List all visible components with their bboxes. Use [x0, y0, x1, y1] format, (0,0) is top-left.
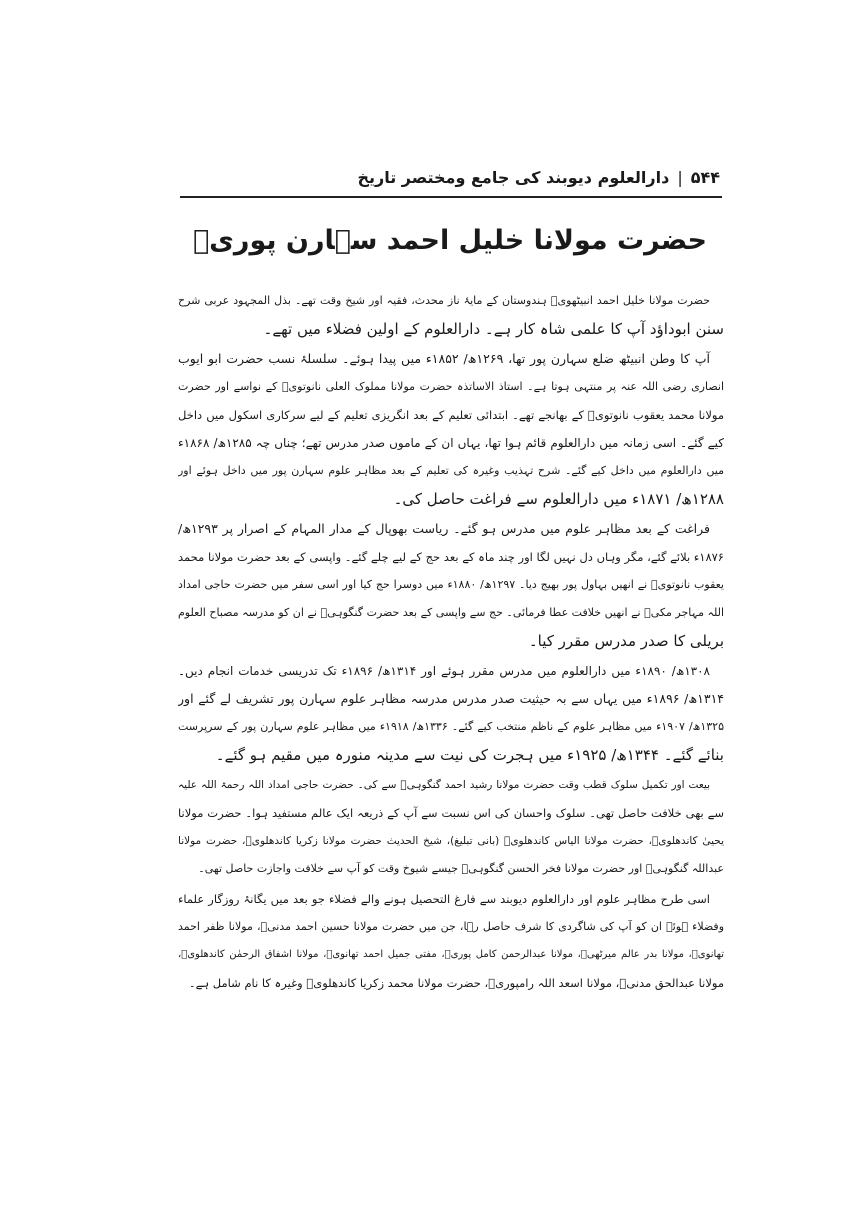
text-line: ۱۲۸۸ھ/ ۱۸۷۱ء میں دارالعلوم سے فراغت حاصل کی۔	[393, 490, 724, 508]
text-line: ۱۸۷۶ء بلائے گئے، مگر وہاں دل نہیں لگا اور چند ماہ کے بعد حج کے لیے چلے گئے۔ واپسی کے بعد حضرت مولانا محمد	[178, 550, 724, 564]
paragraph	[178, 345, 724, 513]
header-rule	[180, 196, 722, 198]
text-line: مولانا عبدالحق مدنیؒ، مولانا اسعد اللہ رامپوریؒ، حضرت مولانا محمد زکریا کاندھلویؒ وغیرہ کا نام شامل ہے۔	[188, 976, 724, 990]
text-line: آپ کا وطن انبیٹھ ضلع سہارن پور تھا، ۱۲۶۹ھ/ ۱۸۵۲ء میں پیدا ہوئے۔ سلسلۂ نسب حضرت ابو ایوب	[178, 351, 710, 366]
text-line: یحییٰ کاندھلویؒ، حضرت مولانا الیاس کاندھلویؒ (بانی تبلیغ)، شیخ الحدیث حضرت مولانا زکریا کاندھلویؒ، حضرت مولانا	[178, 835, 724, 847]
text-line: کیے گئے۔ اسی زمانہ میں دارالعلوم قائم ہوا تھا، یہاں ان کے ماموں صدر مدرس تھے؛ چناں چہ ۱۲۸۵ھ/ ۱۸۶۸ء	[178, 436, 724, 450]
page-number: ۵۴۴	[690, 167, 720, 187]
text-line: فراغت کے بعد مظاہر علوم میں مدرس ہو گئے۔ ریاست بھوپال کے مدار المہام کے اصرار پر ۱۲۹۳ھ/	[178, 521, 710, 536]
text-line: اسی طرح مظاہر علوم اور دارالعلوم دیوبند سے فارغ التحصیل ہونے والے فضلاء جو بعد میں یگانۂ روزگار علماء	[178, 892, 710, 906]
text-line: حضرت مولانا خلیل احمد انبیٹھویؒ ہندوستان کے مایۂ ناز محدث، فقیہ اور شیخ وقت تھے۔ بذل المجہود عربی شرح	[178, 294, 710, 307]
paragraph	[178, 885, 724, 997]
paragraph	[178, 657, 724, 769]
paragraph	[178, 771, 724, 883]
header-separator: |	[677, 167, 683, 187]
text-line: انصاری رضی اللہ عنہ پر منتہی ہوتا ہے۔ استاذ الاساتذہ حضرت مولانا مملوک العلی نانوتویؒ کے نواسے اور حضرت	[178, 380, 724, 393]
text-line: بریلی کا صدر مدرس مقرر کیا۔	[528, 632, 724, 650]
text-line: ۱۳۰۸ھ/ ۱۸۹۰ء میں دارالعلوم میں مدرس مقرر ہوئے اور ۱۳۱۴ھ/ ۱۸۹۶ء تک تدریسی خدمات انجام دیں۔	[178, 664, 710, 678]
text-line: وفضلاء ہوئے ان کو آپ کی شاگردی کا شرف حاصل رہا، جن میں حضرت مولانا حسین احمد مدنیؒ، مولانا ظفر احمد	[178, 920, 724, 933]
text-line: اللہ مہاجر مکیؒ نے انھیں خلافت عطا فرمائی۔ حج سے واپسی کے بعد حضرت گنگوہیؒ نے ان کو مدرسہ مصباح العلوم	[178, 606, 724, 619]
paragraph	[178, 515, 724, 655]
text-line: ۱۳۱۴ھ/ ۱۸۹۶ء میں یہاں سے بہ حیثیت صدر مدرس مدرسہ مظاہر علوم سہارن پور تشریف لے گئے اور	[178, 691, 724, 706]
text-line: عبداللہ گنگوہیؒ اور حضرت مولانا فخر الحسن گنگوہیؒ جیسے شیوخ وقت کو آپ سے خلافت واجازت حاصل تھی۔	[198, 862, 724, 875]
running-header	[180, 160, 720, 194]
text-line: بنائے گئے۔ ۱۳۴۴ھ/ ۱۹۲۵ء میں ہجرت کی نیت سے مدینہ منورہ میں مقیم ہو گئے۔	[215, 746, 724, 764]
text-line: ۱۳۲۵ھ/ ۱۹۰۷ء میں مظاہر علوم کے ناظم منتخب کیے گئے۔ ۱۳۳۶ھ/ ۱۹۱۸ء میں مظاہر علوم سہارن پور کے سرپرست	[178, 720, 724, 733]
text-line: بیعت اور تکمیل سلوک قطب وقت حضرت مولانا رشید احمد گنگوہیؒ سے کی۔ حضرت حاجی امداد اللہ رحمۃ اللہ علیہ	[178, 779, 710, 791]
body-text	[178, 287, 724, 999]
text-line: سے بھی خلافت حاصل تھی۔ سلوک واحسان کی اس نسبت سے آپ کے ذریعہ ایک عالم مستفید ہوا۔ حضرت مولانا	[178, 806, 724, 820]
text-line: یعقوب نانوتویؒ نے انھیں بہاول پور بھیج دیا۔ ۱۲۹۷ھ/ ۱۸۸۰ء میں دوسرا حج کیا اور اسی سفر میں حضرت حاجی امداد	[178, 578, 724, 591]
text-line: تھانویؒ، مولانا بدر عالم میرٹھیؒ، مولانا عبدالرحمن کامل پوریؒ، مفتی جمیل احمد تھانویؒ، مولانا اشفاق الرحمٰن کاندھلویؒ،	[178, 949, 724, 960]
paragraph	[178, 287, 724, 343]
text-line: سنن ابوداؤد آپ کا علمی شاہ کار ہے۔ دارالعلوم کے اولین فضلاء میں تھے۔	[263, 320, 724, 338]
chapter-title: حضرت مولانا خلیل احمد سہارن پوریؒ	[192, 225, 708, 256]
text-line: مولانا محمد یعقوب نانوتویؒ کے بھانجے تھے۔ ابتدائی تعلیم کے بعد انگریزی تعلیم کے لیے سرکاری اسکول میں داخل	[178, 408, 724, 422]
text-line: میں دارالعلوم میں داخل کیے گئے۔ شرح تہذیب وغیرہ کی تعلیم کے بعد مظاہر علوم سہارن پور میں داخل ہوئے اور	[178, 464, 724, 477]
book-title: دارالعلوم دیوبند کی جامع ومختصر تاریخ	[357, 167, 670, 187]
